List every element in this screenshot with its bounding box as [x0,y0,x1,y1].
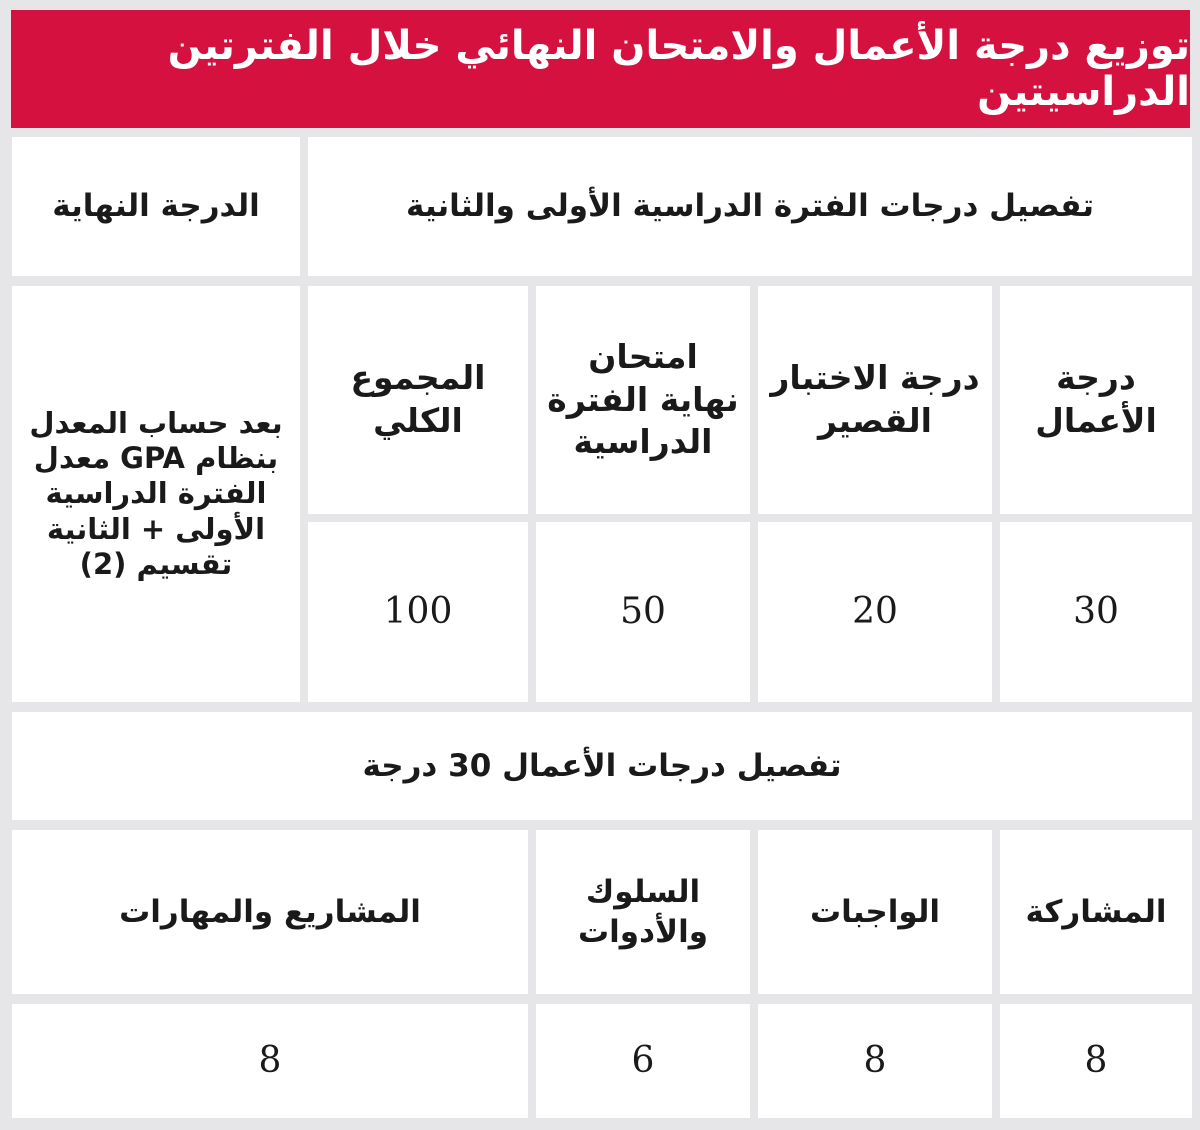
col-label-homework: الواجبات [758,830,992,994]
table-title-bar [11,10,1190,128]
col-label-final-exam: امتحان نهاية الفترة الدراسية [536,286,750,514]
section1-side-header: الدرجة النهاية [12,137,300,276]
value-coursework: 30 [1000,522,1192,702]
col-label-quiz: درجة الاختبار القصير [758,286,992,514]
value-quiz: 20 [758,522,992,702]
value-participation: 8 [1000,1004,1192,1118]
section1-main-header: تفصيل درجات الفترة الدراسية الأولى والثانية [308,137,1192,276]
section2-header: تفصيل درجات الأعمال 30 درجة [12,712,1192,820]
value-final-exam: 50 [536,522,750,702]
final-grade-note: بعد حساب المعدل بنظام GPA معدل الفترة الدراسية الأولى + الثانية تقسيم (2) [12,286,300,702]
value-behavior-tools: 6 [536,1004,750,1118]
col-label-behavior-tools: السلوك والأدوات [536,830,750,994]
value-total: 100 [308,522,528,702]
col-label-projects-skills: المشاريع والمهارات [12,830,528,994]
col-label-participation: المشاركة [1000,830,1192,994]
col-label-total: المجموع الكلي [308,286,528,514]
col-label-coursework: درجة الأعمال [1000,286,1192,514]
value-homework: 8 [758,1004,992,1118]
value-projects-skills: 8 [12,1004,528,1118]
table-title: توزيع درجة الأعمال والامتحان النهائي خلال الفترتين الدراسيتين [167,23,1190,115]
